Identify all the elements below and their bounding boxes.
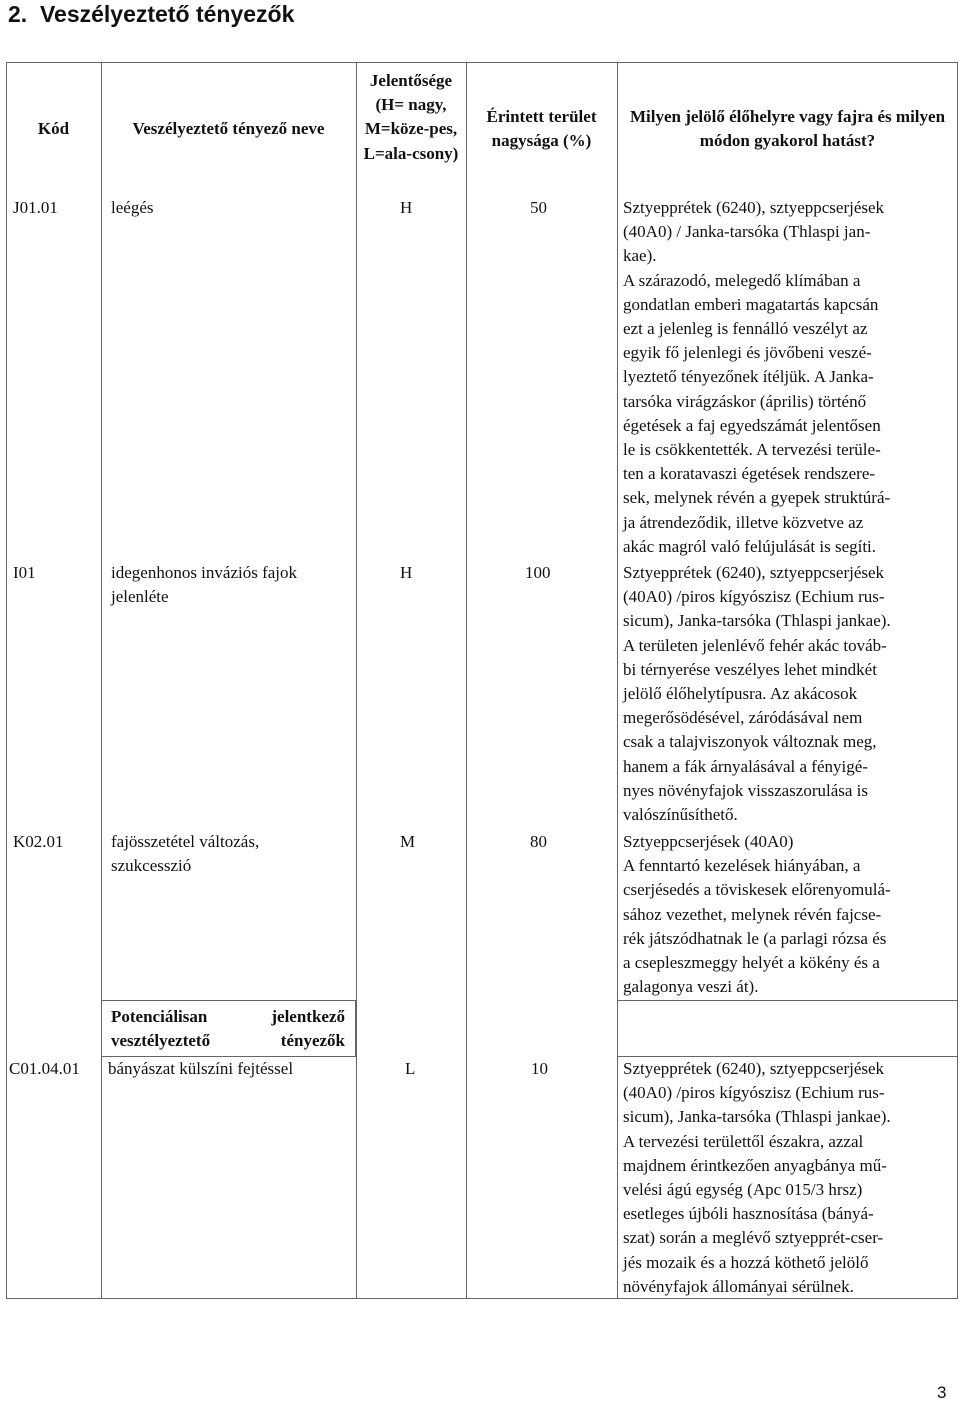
effect-line: sicum), Janka-tarsóka (Thlaspi jankae). — [623, 611, 891, 631]
effect-line: megerősödésével, záródásával nem — [623, 708, 863, 728]
effect-line: A területen jelenlévő fehér akác továb- — [623, 635, 887, 655]
column-divider — [617, 62, 618, 1299]
row-code: C01.04.01 — [9, 1059, 80, 1078]
effect-line: (40A0) /piros kígyószisz (Echium rus- — [623, 1083, 885, 1103]
row-area: 50 — [530, 198, 547, 217]
effect-line: galagonya veszi át). — [623, 977, 759, 997]
effect-line: valószínűsíthető. — [623, 805, 738, 825]
row-code: J01.01 — [13, 198, 58, 217]
effect-line: velési ágú egység (Apc 015/3 hrsz) — [623, 1180, 863, 1200]
row-effect — [623, 561, 952, 827]
effect-line: A tervezési területtől északra, azzal — [623, 1131, 864, 1151]
row-importance: H — [400, 563, 413, 582]
effect-line: kae). — [623, 246, 657, 266]
effect-line: a csepleszmeggy helyét a kökény és a — [623, 953, 880, 973]
row-effect — [623, 830, 952, 999]
effect-line: tarsóka virágzáskor (április) történő — [623, 391, 867, 411]
effect-line: Sztyeppcserjések (40A0) — [623, 832, 794, 851]
effect-line: növényfajok állományai sérülnek. — [623, 1276, 854, 1296]
effect-line: akác magról való felújulását is segíti. — [623, 536, 877, 556]
header-code: Kód — [37, 119, 70, 138]
page-number: 3 — [937, 1383, 947, 1402]
effect-line: szat) során a meglévő sztyepprét-cser- — [623, 1228, 884, 1248]
effect-line: cserjésedés a töviskesek előrenyomulá- — [623, 880, 891, 900]
effect-line: majdnem érintkezően anyagbánya mű- — [623, 1155, 887, 1175]
row-area: 80 — [530, 832, 547, 851]
effect-line: hanem a fák árnyalásával a fényigé- — [623, 756, 868, 776]
heading-line: vesztélyeztető tényezők — [111, 1031, 345, 1051]
effect-line: gondatlan emberi magatartás kapcsán — [623, 294, 879, 314]
header-area: Érintett terület nagysága (%) — [486, 107, 597, 151]
row-name — [111, 561, 349, 609]
effect-line: rék játszódhatnak le (a parlagi rózsa és — [623, 928, 887, 948]
effect-line: sicum), Janka-tarsóka (Thlaspi jankae). — [623, 1107, 891, 1127]
effect-line: esetleges újbóli hasznosítása (bányá- — [623, 1204, 874, 1224]
row-effect — [623, 196, 952, 559]
effect-line: bi térnyerése veszélyes lehet mindkét — [623, 659, 877, 679]
column-divider — [466, 62, 467, 1299]
header-effect: Milyen jelölő élőhelyre vagy fajra és milyen módon gyakorol hatást? — [629, 107, 946, 151]
effect-line: A fenntartó kezelések hiányában, a — [623, 856, 861, 876]
header-name: Veszélyeztető tényező neve — [132, 119, 325, 138]
effect-line: Sztyepprétek (6240), sztyeppcserjések — [623, 198, 885, 217]
effect-line: jés mozaik és a hozzá köthető jelölő — [623, 1252, 869, 1272]
effect-line: egyik fő jelenlegi és jövőbeni veszé- — [623, 343, 872, 363]
heading-line: Potenciálisan jelentkező — [111, 1007, 345, 1026]
name-line: fajösszetétel változás, — [111, 832, 260, 851]
row-code: K02.01 — [13, 832, 64, 851]
name-line: idegenhonos inváziós fajok — [111, 563, 298, 582]
name-line: jelenléte — [111, 587, 169, 607]
effect-line: (40A0) / Janka-tarsóka (Thlaspi jan- — [623, 222, 871, 242]
effect-line: (40A0) /piros kígyószisz (Echium rus- — [623, 587, 885, 607]
section-heading — [8, 0, 294, 28]
row-importance: M — [400, 832, 416, 851]
effect-line: jelölő élőhelytípusra. Az akácosok — [623, 684, 858, 704]
effect-line: Sztyepprétek (6240), sztyeppcserjések — [623, 563, 885, 582]
column-divider — [101, 62, 102, 1299]
effect-line: A szárazodó, melegedő klímában a — [623, 270, 861, 290]
empty-cell — [617, 1000, 958, 1057]
effect-line: ezt a jelenleg is fennálló veszélyt az — [623, 319, 868, 339]
effect-line: ja átrendeződik, illetve közvetve az — [623, 512, 864, 532]
row-area: 100 — [525, 563, 551, 582]
effect-line: csak a talajviszonyok változnak meg, — [623, 732, 877, 752]
effect-line: lyeztető tényezőnek ítéljük. A Janka- — [623, 367, 874, 387]
effect-line: égetések a faj egyedszámát jelentősen — [623, 415, 881, 435]
effect-line: nyes növényfajok visszaszorulása is — [623, 780, 869, 800]
section-number: 2. — [8, 1, 28, 27]
row-area: 10 — [531, 1059, 548, 1078]
effect-line: ten a koratavaszi égetések rendszere- — [623, 464, 876, 484]
effect-line: sához vezethet, melynek révén fajcse- — [623, 904, 882, 924]
effect-line: le is csökkentették. A tervezési terüle- — [623, 440, 881, 460]
row-name: bányászat külszíni fejtéssel — [108, 1059, 294, 1078]
row-name — [111, 830, 349, 878]
row-importance: H — [400, 198, 413, 217]
section-title: Veszélyeztető tényezők — [39, 1, 295, 27]
row-importance: L — [405, 1059, 416, 1078]
name-line: szukcesszió — [111, 856, 192, 876]
effect-line: Sztyepprétek (6240), sztyeppcserjések — [623, 1059, 885, 1078]
effect-line: sek, melynek révén a gyepek struktúrá- — [623, 488, 891, 508]
potential-threats-heading — [111, 1005, 345, 1053]
row-name: leégés — [111, 198, 154, 217]
row-effect — [623, 1057, 952, 1299]
row-code: I01 — [13, 563, 36, 582]
column-divider — [356, 62, 357, 1299]
header-importance: Jelentősége (H= nagy, M=köze-pes, L=ala-csony) — [363, 71, 459, 163]
